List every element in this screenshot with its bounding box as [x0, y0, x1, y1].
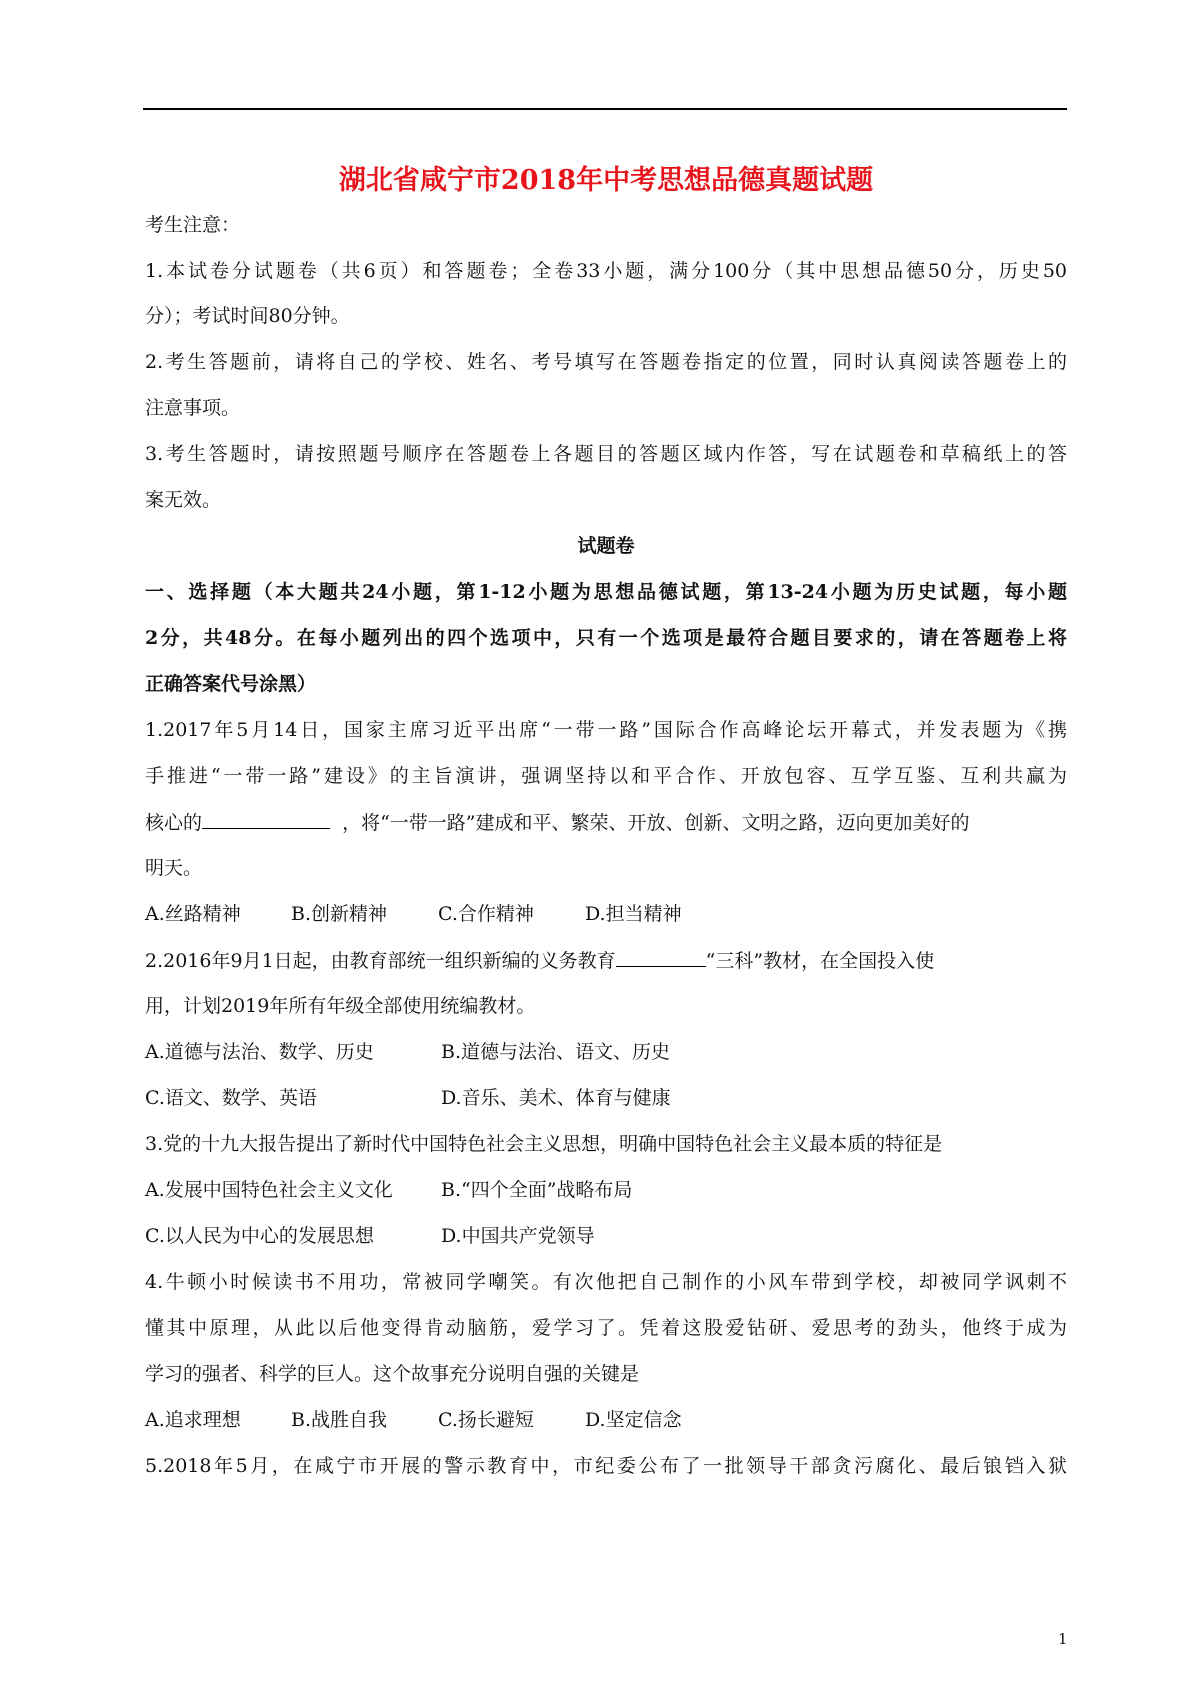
q1-option-d: D.担当精神 [585, 903, 682, 925]
notice-item-3-line-2: 案无效。 [145, 489, 222, 511]
notice-item-3-line-1: 3.考生答题时，请按照题号顺序在答题卷上各题目的答题区域内作答，写在试题卷和草稿纸上的答 [145, 443, 1067, 465]
q1-option-c: C.合作精神 [438, 903, 534, 925]
notice-heading: 考生注意： [145, 214, 241, 236]
q4-option-b: B.战胜自我 [291, 1409, 388, 1431]
q4-line-1: 4.牛顿小时候读书不用功，常被同学嘲笑。有次他把自己制作的小风车带到学校，却被同学讽刺不 [145, 1271, 1067, 1293]
q1-line-3 [145, 810, 1067, 835]
q3-line-1: 3.党的十九大报告提出了新时代中国特色社会主义思想，明确中国特色社会主义最本质的特征是 [145, 1133, 943, 1155]
notice-item-1-line-2: 分）；考试时间80分钟。 [145, 305, 350, 327]
q4-option-c: C.扬长避短 [438, 1409, 534, 1431]
q4-line-2: 懂其中原理，从此以后他变得肯动脑筋，爱学习了。凭着这股爱钻研、爱思考的劲头，他终于成为 [145, 1317, 1067, 1339]
q2-option-c: C.语文、数学、英语 [145, 1087, 317, 1109]
q2-line-1 [145, 948, 1067, 973]
section-title: 试题卷 [577, 535, 635, 557]
q1-line-2: 手推进“一带一路”建设》的主旨演讲，强调坚持以和平合作、开放包容、互学互鉴、互利共赢为 [145, 765, 1067, 787]
q1-line-3-pre: 核心的 [145, 812, 203, 834]
q1-answer-blank [202, 810, 330, 829]
q2-option-d: D.音乐、美术、体育与健康 [441, 1087, 671, 1109]
q3-option-a: A.发展中国特色社会主义文化 [145, 1179, 393, 1201]
part1-instruction-line-1: 一、选择题（本大题共24小题，第1-12小题为思想品德试题，第13-24小题为历史试题，每小题 [145, 581, 1067, 603]
q4-line-3: 学习的强者、科学的巨人。这个故事充分说明自强的关键是 [145, 1363, 640, 1385]
q1-line-4: 明天。 [145, 857, 203, 879]
q4-option-a: A.追求理想 [145, 1409, 241, 1431]
q2-option-a: A.道德与法治、数学、历史 [145, 1041, 374, 1063]
notice-item-2-line-2: 注意事项。 [145, 397, 241, 419]
q1-option-b: B.创新精神 [291, 903, 388, 925]
q2-line-1-post: “三科”教材，在全国投入使 [705, 950, 935, 972]
document-title: 湖北省咸宁市2018年中考思想品德真题试题 [338, 165, 874, 196]
q3-option-c: C.以人民为中心的发展思想 [145, 1225, 374, 1247]
page-number: 1 [1058, 1630, 1068, 1648]
q1-option-a: A.丝路精神 [145, 903, 241, 925]
q1-line-1: 1.2017年5月14日，国家主席习近平出席“一带一路”国际合作高峰论坛开幕式，并发表题为《携 [145, 719, 1067, 741]
q4-option-d: D.坚定信念 [585, 1409, 682, 1431]
part1-instruction-line-3: 正确答案代号涂黑） [145, 673, 317, 695]
notice-item-2-line-1: 2.考生答题前，请将自己的学校、姓名、考号填写在答题卷指定的位置，同时认真阅读答题卷上的 [145, 351, 1067, 373]
q2-answer-blank [616, 948, 706, 967]
q1-line-3-post: ，将“一带一路”建成和平、繁荣、开放、创新、文明之路，迈向更加美好的 [342, 812, 970, 834]
q2-line-1-pre: 2.2016年9月1日起，由教育部统一组织新编的义务教育 [145, 950, 616, 972]
part1-instruction-line-2: 2分，共48分。在每小题列出的四个选项中，只有一个选项是最符合题目要求的，请在答题卷上将 [145, 627, 1067, 649]
header-rule [143, 108, 1067, 110]
q3-option-d: D.中国共产党领导 [441, 1225, 595, 1247]
q3-option-b: B.“四个全面”战略布局 [441, 1179, 633, 1201]
q5-line-1: 5.2018年5月，在咸宁市开展的警示教育中，市纪委公布了一批领导干部贪污腐化、最后锒铛入狱 [145, 1455, 1067, 1477]
notice-item-1-line-1: 1.本试卷分试题卷（共6页）和答题卷；全卷33小题，满分100分（其中思想品德50分，历史50 [145, 260, 1067, 282]
q2-option-b: B.道德与法治、语文、历史 [441, 1041, 671, 1063]
q2-line-2: 用，计划2019年所有年级全部使用统编教材。 [145, 995, 536, 1017]
